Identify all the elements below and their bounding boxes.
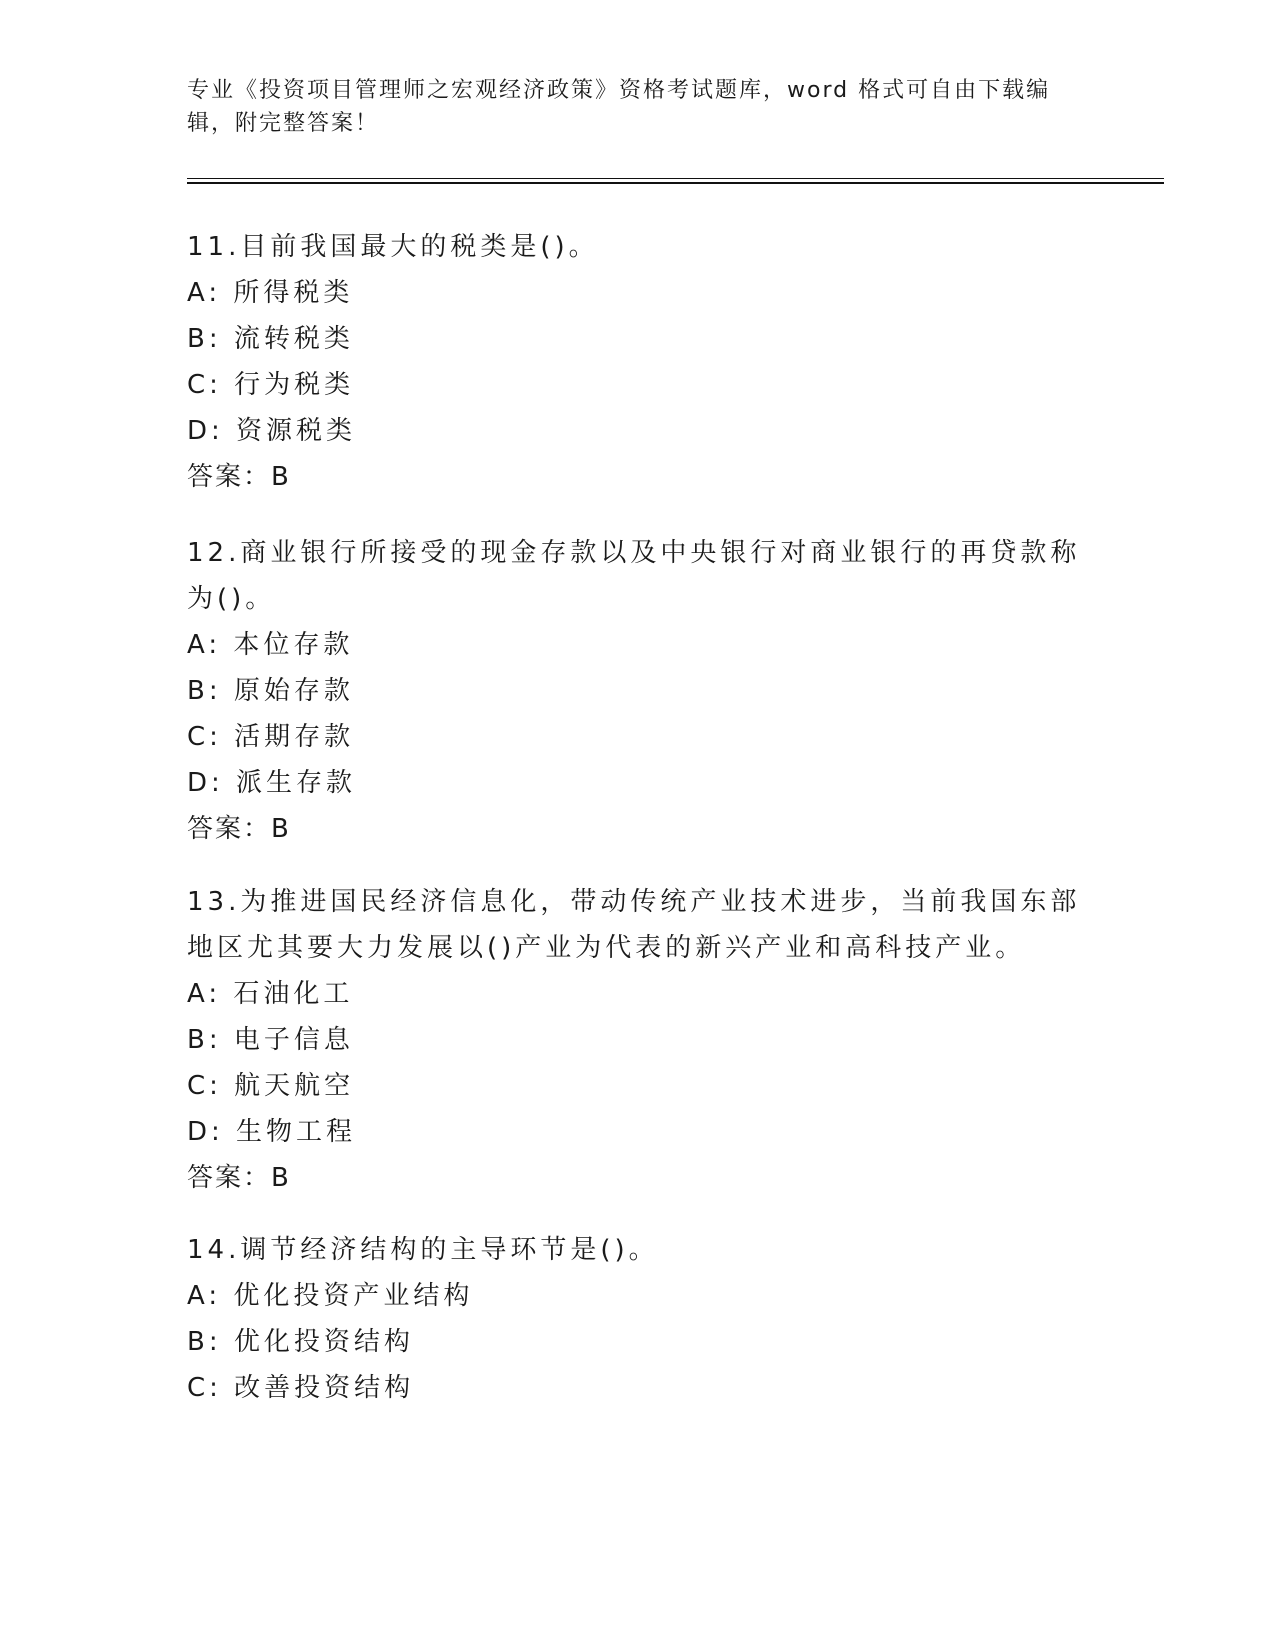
option-b: B: 流转税类 (187, 324, 354, 354)
header-divider-thin (187, 178, 1164, 179)
answer-line: 答案：B (187, 1163, 291, 1193)
option-b: B: 优化投资结构 (187, 1327, 414, 1357)
option-a: A: 优化投资产业结构 (187, 1281, 474, 1311)
answer-line: 答案：B (187, 814, 291, 844)
question-12 (187, 530, 1087, 852)
option-d: D: 派生存款 (187, 768, 357, 798)
question-stem: 13.为推进国民经济信息化，带动传统产业技术进步，当前我国东部地区尤其要大力发展以()产业为代表的新兴产业和高科技产业。 (187, 887, 1081, 963)
option-a: A: 所得税类 (187, 278, 354, 308)
question-13 (187, 879, 1087, 1201)
option-b: B: 原始存款 (187, 676, 354, 706)
header-divider-thick (187, 182, 1164, 184)
question-stem: 14.调节经济结构的主导环节是()。 (187, 1235, 659, 1265)
question-14 (187, 1227, 1087, 1411)
option-c: C: 航天航空 (187, 1071, 355, 1101)
question-stem: 11.目前我国最大的税类是()。 (187, 232, 599, 262)
option-c: C: 活期存款 (187, 722, 355, 752)
option-b: B: 电子信息 (187, 1025, 354, 1055)
question-stem: 12.商业银行所接受的现金存款以及中央银行对商业银行的再贷款称为()。 (187, 538, 1081, 614)
option-a: A: 石油化工 (187, 979, 354, 1009)
option-d: D: 生物工程 (187, 1117, 357, 1147)
option-c: C: 行为税类 (187, 370, 355, 400)
answer-line: 答案：B (187, 462, 291, 492)
option-a: A: 本位存款 (187, 630, 354, 660)
option-c: C: 改善投资结构 (187, 1373, 415, 1403)
option-d: D: 资源税类 (187, 416, 357, 446)
question-11 (187, 224, 1087, 500)
document-header: 专业《投资项目管理师之宏观经济政策》资格考试题库，word 格式可自由下载编辑，附完整答案！ (187, 78, 1051, 136)
